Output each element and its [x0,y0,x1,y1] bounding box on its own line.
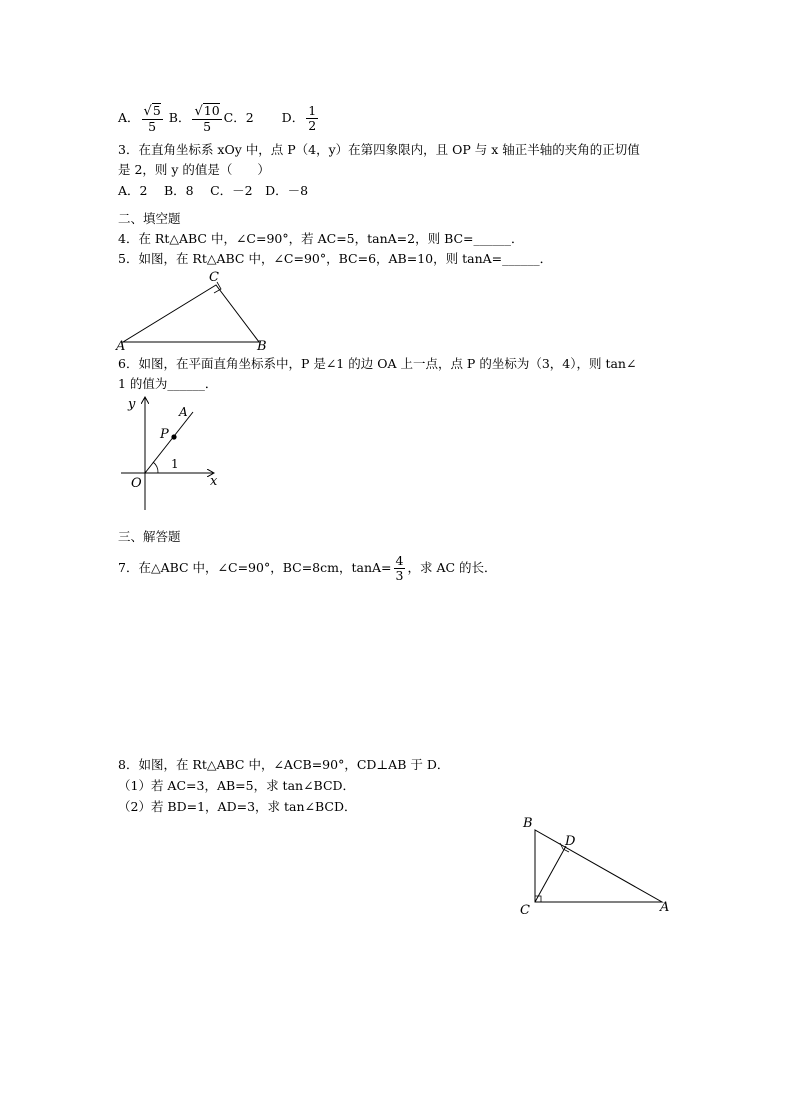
q2-option-b-fraction: $\frac{√10}{5}$ [194,103,220,134]
fig6-label-p: P [160,427,169,442]
fig8-label-b: B [523,816,533,831]
q3-options: A．2 B．8 C．－2 D．－8 [118,183,309,198]
q2-options [118,98,320,138]
fig6-label-o: O [131,476,142,491]
point-p [171,434,176,439]
q2-option-b-denominator: 5 [203,119,212,134]
q2-option-a-numerator: 5 [152,103,161,118]
q7 [118,548,497,588]
fig5-label-b: B [257,339,267,354]
q8-part2: （2）若 BD=1，AD=3，求 tan∠BCD． [118,799,357,814]
q2-option-d-denominator: 2 [308,118,317,133]
q7-suffix: ，求 AC 的长． [407,560,497,575]
q5: 5．如图，在 Rt△ABC 中，∠C=90°，BC=6，AB=10，则 tanA=______． [118,251,553,266]
section3-heading: 三、解答题 [118,529,181,544]
fig5-label-a: A [116,339,126,354]
q2-option-c: C．2 [223,110,254,125]
section2-heading: 二、填空题 [118,211,181,226]
q2-option-d-fraction [306,104,318,133]
fig6-label-angle: 1 [171,457,179,471]
q8-line1: 8．如图，在 Rt△ABC 中，∠ACB=90°，CD⊥AB 于 D． [118,757,450,772]
fig8-label-c: C [520,903,530,918]
fig6-label-a: A [179,405,188,419]
figure-q8-triangle [518,812,688,922]
figure-q6-coordinate [113,392,233,517]
q7-prefix: 7．在△ABC 中，∠C=90°，BC=8cm，tanA= [118,560,392,575]
q6-line2: 1 的值为______． [118,376,218,391]
q7-numerator: 4 [395,553,404,568]
q2-option-d-numerator: 1 [308,103,317,118]
q2-option-d-label: D． [281,110,305,125]
q2-option-a-fraction: $\frac{√5}{5}$ [143,103,161,134]
fig8-label-a: A [660,900,670,915]
q2-option-b-label: B． [168,110,191,125]
q3-line2: 是 2，则 y 的值是（ ） [118,162,270,177]
fig6-label-x: x [210,474,218,489]
q7-denominator: 3 [395,568,404,583]
q3-line1: 3．在直角坐标系 xOy 中，点 P（4，y）在第四象限内，且 OP 与 x 轴正半轴的夹角的正切值 [118,142,640,157]
q4: 4．在 Rt△ABC 中，∠C=90°，若 AC=5，tanA=2，则 BC=______． [118,231,524,246]
q8-part1: （1）若 AC=3，AB=5，求 tan∠BCD． [118,778,356,793]
q2-option-a-denominator: 5 [148,119,157,134]
q7-fraction [394,554,406,583]
fig6-label-y: y [128,397,136,412]
figure-q5-triangle [113,268,283,354]
q2-option-a-label: A． [118,110,140,125]
fig5-label-c: C [209,270,219,285]
q2-option-b-numerator: 10 [203,103,220,118]
q6-line1: 6．如图，在平面直角坐标系中，P 是∠1 的边 OA 上一点，点 P 的坐标为（3，4），则 tan∠ [118,356,637,371]
fig8-label-d: D [565,834,576,849]
